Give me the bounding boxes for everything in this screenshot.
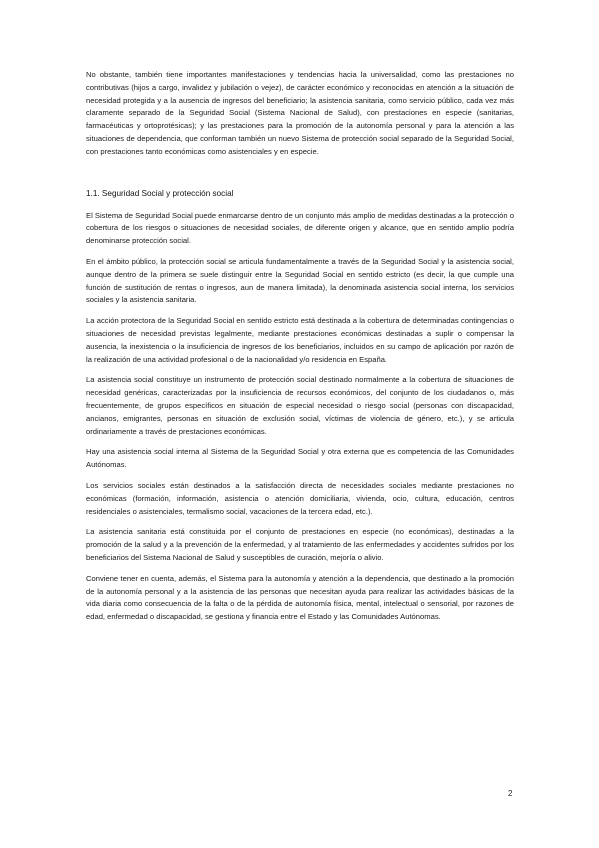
page-number: 2 [508, 789, 513, 798]
body-paragraph: La asistencia sanitaria está constituida por el conjunto de prestaciones en especie (no económicas), destinadas a la promoción de la salud y a la prevención de la enfermedad, y al tratamiento de las enfermedades y accidentes sufridos por los beneficiarios del Sistema Nacional de Salud y susceptibles de curación, mejoría o alivio. [86, 527, 514, 562]
body-paragraph: Los servicios sociales están destinados a la satisfacción directa de necesidades sociales mediante prestaciones no económicas (formación, información, asistencia o atención domiciliaria, vivienda, ocio, cultura, educación, centros residenciales o asistenciales, termalismo social, vacaciones de la tercera edad, etc.). [86, 480, 514, 516]
body-paragraph: El Sistema de Seguridad Social puede enmarcarse dentro de un conjunto más amplio de medidas destinadas a la protección o cobertura de los riesgos o situaciones de necesidad sociales, de diferente origen y alcance, que en sentido amplio podría denominarse protección social. [86, 210, 514, 246]
document-page [86, 69, 514, 632]
body-paragraph: En el ámbito público, la protección social se articula fundamentalmente a través de la Seguridad Social y la asistencia social, aunque dentro de la primera se suele distinguir entre la Seguridad Social en sentido estricto (es decir, la que cumple una función de sustitución de rentas o ingresos, aun de manera limitada), la denominada asistencia social interna, los servicios sociales y la asistencia sanitaria. [86, 256, 514, 305]
body-paragraph: Hay una asistencia social interna al Sistema de la Seguridad Social y otra externa que es competencia de las Comunidades Autónomas. [86, 447, 514, 470]
body-paragraph: Conviene tener en cuenta, además, el Sistema para la autonomía y atención a la dependencia, que destinado a la promoción de la autonomía personal y a la asistencia de las personas que necesitan ayuda para realizar las actividades básicas de la vida diaria como consecuencia de la falta o de la pérdida de autonomía física, mental, intelectual o sensorial, por razones de edad, enfermedad o discapacidad, se gestiona y financia entre el Estado y las Comunidades Autónomas. [86, 573, 514, 622]
body-paragraph: La acción protectora de la Seguridad Social en sentido estricto está destinada a la cobertura de determinadas contingencias o situaciones de necesidad previstas legalmente, mediante prestaciones económicas destinadas a suplir o compensar la ausencia, la inexistencia o la insuficiencia de ingresos de los beneficiarios, incluidos en su campo de aplicación por razón de la realización de una actividad profesional o de la nacionalidad y/o residencia en España. [86, 316, 514, 364]
section-heading: 1.1. Seguridad Social y protección social [86, 188, 234, 198]
intro-paragraph: No obstante, también tiene importantes manifestaciones y tendencias hacia la universalidad, como las prestaciones no contributivas (hijos a cargo, invalidez y jubilación o vejez), de carácter económico y reconocidas en atención a la situación de necesidad protegida y a la ausencia de ingresos del beneficiario; la asistencia sanitaria, como servicio público, cada vez más claramente separado de la Seguridad Social (Sistema Nacional de Salud), con prestaciones en especie (sanitarias, farmacéuticas y ortoprotésicas); y las prestaciones para la promoción de la autonomía personal y para la atención a las situaciones de dependencia, que conforman también un nuevo Sistema de protección social separado de la Seguridad Social, con prestaciones tanto económicas como asistenciales y en especie. [86, 70, 514, 156]
body-paragraph: La asistencia social constituye un instrumento de protección social destinado normalmente a la cobertura de situaciones de necesidad genéricas, caracterizadas por la insuficiencia de recursos económicos, del conjunto de los ciudadanos o, más frecuentemente, de grupos específicos en situación de especial necesidad o riesgo social (personas con discapacidad, ancianos, emigrantes, personas en situación de exclusión social, víctimas de violencia de género, etc.), y se articula ordinariamente a través de prestaciones económicas. [86, 375, 514, 436]
